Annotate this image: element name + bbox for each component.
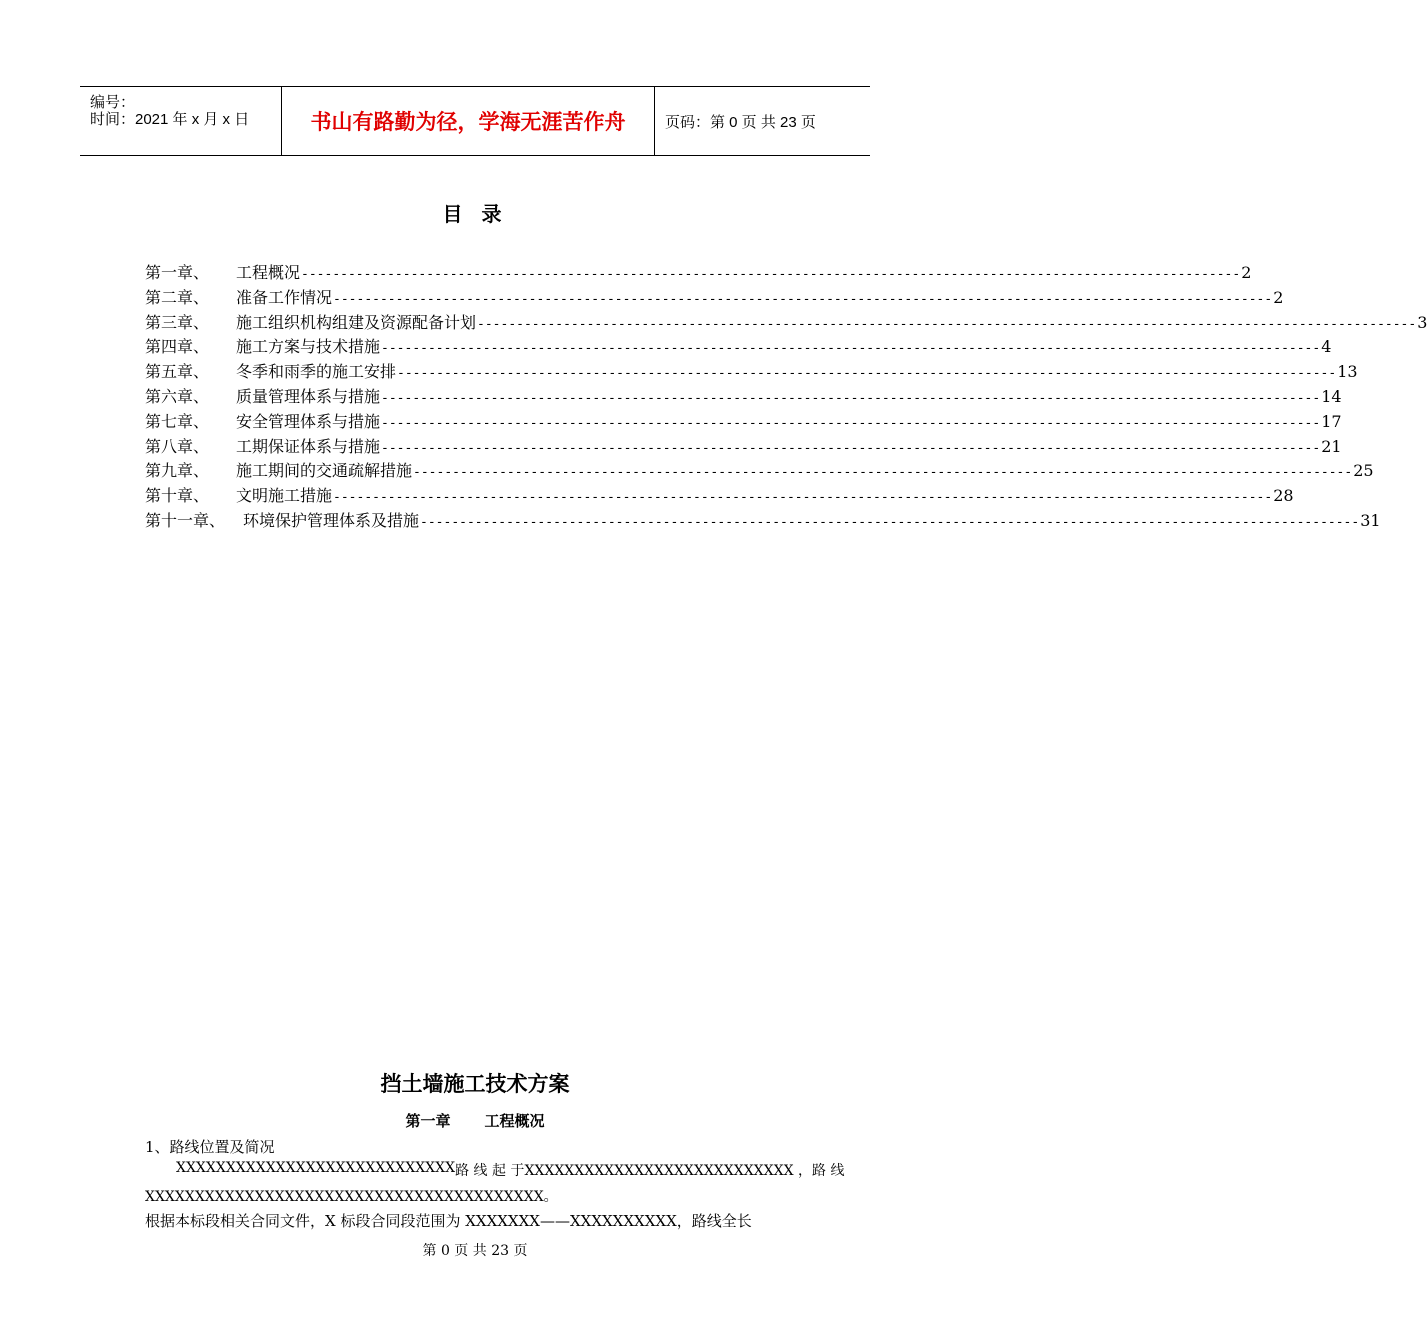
toc-title-text: 环境保护管理体系及措施 bbox=[243, 510, 420, 530]
toc-page: 31 bbox=[1360, 510, 1381, 530]
toc-item[interactable] bbox=[145, 285, 1284, 310]
toc-page: 2 bbox=[1241, 263, 1252, 282]
toc-leader: ------------------------------------------------------------------------------------------------------------------------ bbox=[333, 291, 1273, 307]
toc-title-text: 安全管理体系与措施 bbox=[236, 411, 381, 431]
toc-title-text: 施工组织机构组建及资源配备计划 bbox=[236, 312, 477, 332]
toc-chapter: 第一章、 bbox=[145, 263, 210, 282]
toc-title-text: 质量管理体系与措施 bbox=[236, 386, 381, 406]
toc-chapter: 第三章、 bbox=[145, 312, 210, 332]
toc-item[interactable] bbox=[145, 334, 1332, 359]
toc-chapter: 第四章、 bbox=[145, 337, 210, 357]
toc-chapter: 第六章、 bbox=[145, 386, 210, 406]
toc-title-text: 施工期间的交通疏解措施 bbox=[236, 461, 413, 481]
toc-item[interactable] bbox=[145, 483, 1294, 508]
toc-item[interactable] bbox=[145, 508, 1381, 533]
chapter-name: 工程概况 bbox=[484, 1112, 545, 1130]
toc-page: 17 bbox=[1321, 411, 1342, 431]
chapter-label: 第一章 bbox=[405, 1112, 451, 1130]
paragraph-line bbox=[176, 1160, 845, 1180]
section-heading: 1、路线位置及简况 bbox=[145, 1138, 275, 1156]
toc-item[interactable] bbox=[145, 310, 1427, 335]
toc-item[interactable] bbox=[145, 384, 1342, 409]
header-meta-cell bbox=[80, 87, 282, 155]
toc-chapter: 第七章、 bbox=[145, 411, 210, 431]
toc-item[interactable] bbox=[145, 434, 1342, 459]
header-table bbox=[80, 86, 870, 156]
document-title: 挡土墙施工技术方案 bbox=[380, 1072, 570, 1096]
toc-chapter: 第九章、 bbox=[145, 461, 210, 481]
text-run: XXXXXXXXXXXXXXXXXXXXXXXXXXXX bbox=[176, 1160, 456, 1176]
toc-title-text: 工期保证体系与措施 bbox=[236, 436, 381, 456]
toc-leader: ------------------------------------------------------------------------------------------------------------------------ bbox=[381, 415, 1321, 431]
toc-item[interactable] bbox=[145, 359, 1358, 384]
toc-leader: ------------------------------------------------------------------------------------------------------------------------ bbox=[420, 514, 1360, 530]
toc-title: 目 录 bbox=[442, 202, 508, 226]
toc-leader: ------------------------------------------------------------------------------------------------------------------------ bbox=[381, 341, 1321, 357]
number-label: 编号： bbox=[90, 94, 136, 111]
toc-title-text: 施工方案与技术措施 bbox=[236, 337, 381, 357]
text-run: XXXXXXXXXXXXXXXXXXXXXXXXXXX ， bbox=[524, 1163, 812, 1179]
toc-leader: ------------------------------------------------------------------------------------------------------------------------ bbox=[301, 267, 1241, 282]
toc-chapter: 第八章、 bbox=[145, 436, 210, 456]
toc-title-text: 文明施工措施 bbox=[236, 486, 333, 506]
toc-leader: ------------------------------------------------------------------------------------------------------------------------ bbox=[333, 490, 1273, 506]
toc-chapter: 第十一章、 bbox=[145, 510, 226, 530]
toc-page: 4 bbox=[1321, 337, 1332, 357]
paragraph-line: XXXXXXXXXXXXXXXXXXXXXXXXXXXXXXXXXXXXXXXX。 bbox=[145, 1189, 558, 1205]
toc-leader: ------------------------------------------------------------------------------------------------------------------------ bbox=[413, 465, 1353, 481]
toc-page: 13 bbox=[1337, 362, 1358, 382]
header-page-info: 页码：第 0 页 共 23 页 bbox=[665, 113, 816, 131]
chapter-heading bbox=[0, 1110, 950, 1131]
toc-chapter: 第二章、 bbox=[145, 287, 210, 307]
toc-page: 3 bbox=[1417, 312, 1427, 332]
time-label: 时间：2021 年 x 月 x 日 bbox=[90, 111, 250, 128]
text-run: 路 线 起 于 bbox=[455, 1163, 525, 1179]
table-of-contents bbox=[145, 260, 1427, 533]
page-footer: 第 0 页 共 23 页 bbox=[422, 1243, 528, 1259]
toc-title-text: 冬季和雨季的施工安排 bbox=[236, 362, 397, 382]
toc-page: 28 bbox=[1273, 486, 1294, 506]
toc-page: 21 bbox=[1321, 436, 1342, 456]
toc-leader: ------------------------------------------------------------------------------------------------------------------------ bbox=[381, 440, 1321, 456]
toc-leader: ------------------------------------------------------------------------------------------------------------------------ bbox=[477, 316, 1417, 332]
header-motto: 书山有路勤为径，学海无涯苦作舟 bbox=[282, 87, 655, 155]
toc-chapter: 第十章、 bbox=[145, 486, 210, 506]
toc-item[interactable] bbox=[145, 409, 1342, 434]
toc-item[interactable] bbox=[145, 260, 1252, 285]
toc-item[interactable] bbox=[145, 458, 1374, 483]
toc-page: 25 bbox=[1353, 461, 1374, 481]
toc-title-text: 准备工作情况 bbox=[236, 287, 333, 307]
toc-leader: ------------------------------------------------------------------------------------------------------------------------ bbox=[397, 366, 1337, 382]
toc-title-text: 工程概况 bbox=[236, 263, 301, 282]
toc-page: 14 bbox=[1321, 386, 1342, 406]
toc-page: 2 bbox=[1273, 287, 1284, 307]
text-run: 路 线 bbox=[812, 1163, 845, 1179]
paragraph-line: 根据本标段相关合同文件，X 标段合同段范围为 XXXXXXX——XXXXXXXXXX，路线全长 bbox=[145, 1212, 752, 1230]
toc-chapter: 第五章、 bbox=[145, 362, 210, 382]
toc-leader: ------------------------------------------------------------------------------------------------------------------------ bbox=[381, 390, 1321, 406]
